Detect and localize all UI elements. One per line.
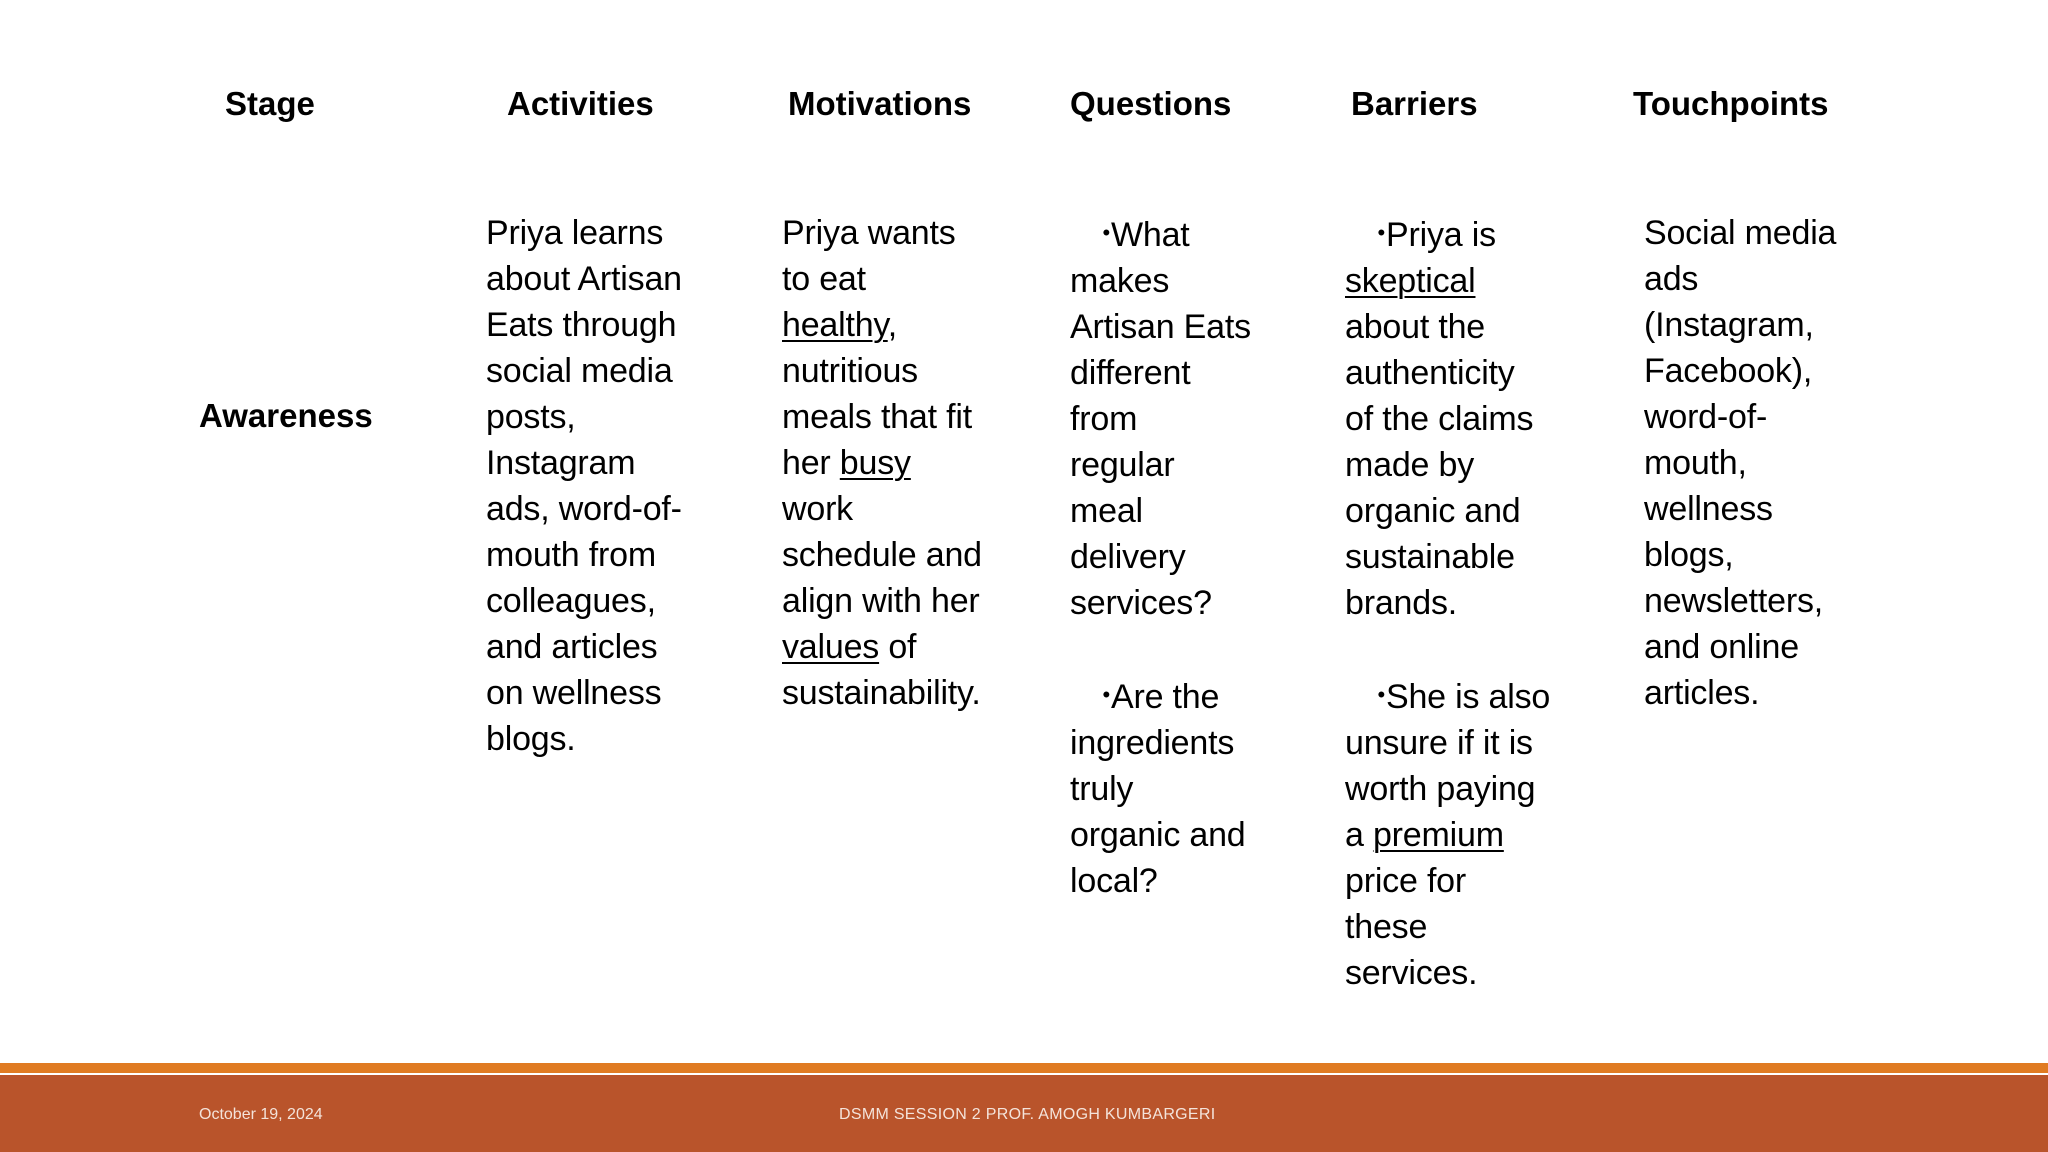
activities-line: about Artisan <box>486 260 682 298</box>
motivations-line: nutritious <box>782 352 918 390</box>
activities-line: Eats through <box>486 306 677 344</box>
footer-accent-line <box>0 1063 2048 1073</box>
touchpoints-line: wellness <box>1644 490 1773 528</box>
underlined-word-values: values <box>782 628 880 666</box>
bullet-icon: • <box>1377 220 1385 245</box>
activities-line: mouth from <box>486 536 656 574</box>
footer-title: DSMM SESSION 2 PROF. AMOGH KUMBARGERI <box>839 1106 1216 1123</box>
header-activities: Activities <box>507 85 654 122</box>
cell-barriers <box>1345 210 1585 996</box>
motivations-line: meals that fit <box>782 398 972 436</box>
motivations-line: to eat <box>782 260 866 298</box>
underlined-word-healthy: healthy <box>782 306 888 344</box>
touchpoints-line: articles. <box>1644 674 1760 712</box>
motivations-line: Priya wants <box>782 214 956 252</box>
underlined-word-skeptical: skeptical <box>1345 262 1476 300</box>
activities-line: Priya learns <box>486 214 664 252</box>
underlined-word-busy: busy <box>839 444 911 482</box>
touchpoints-line: blogs, <box>1644 536 1734 574</box>
motivations-line: sustainability. <box>782 674 981 712</box>
bullet-icon: • <box>1377 682 1385 707</box>
touchpoints-line: Social media <box>1644 214 1837 252</box>
barrier-item: •She is also unsure if it is worth paying a premium price for these services. <box>1345 672 1585 996</box>
barrier-item: •Priya is skeptical about the authenticity of the claims made by organic and sustainable brands. <box>1345 210 1585 626</box>
bullet-icon: • <box>1102 682 1110 707</box>
header-motivations: Motivations <box>788 85 972 122</box>
activities-line: colleagues, <box>486 582 656 620</box>
touchpoints-line: newsletters, <box>1644 582 1824 620</box>
touchpoints-line: (Instagram, <box>1644 306 1814 344</box>
header-questions: Questions <box>1070 85 1232 122</box>
motivations-line: align with her <box>782 582 980 620</box>
header-stage: Stage <box>225 85 315 122</box>
activities-line: social media <box>486 352 673 390</box>
activities-line: ads, word-of- <box>486 490 682 528</box>
cell-questions <box>1070 210 1290 904</box>
cell-touchpoints <box>1644 210 1884 716</box>
touchpoints-line: mouth, <box>1644 444 1747 482</box>
cell-activities <box>486 210 726 762</box>
touchpoints-line: ads <box>1644 260 1699 298</box>
question-item: •What makes Artisan Eats different from regular meal delivery services? <box>1070 210 1290 626</box>
activities-line: posts, <box>486 398 576 436</box>
header-barriers: Barriers <box>1351 85 1478 122</box>
header-touchpoints: Touchpoints <box>1633 85 1829 122</box>
motivations-line: healthy, <box>782 306 897 344</box>
activities-line: Instagram <box>486 444 636 482</box>
motivations-line: values of <box>782 628 917 666</box>
touchpoints-line: word-of- <box>1644 398 1768 436</box>
touchpoints-line: Facebook), <box>1644 352 1813 390</box>
motivations-line: her busy <box>782 444 911 482</box>
activities-line: and articles <box>486 628 658 666</box>
motivations-line: schedule and <box>782 536 982 574</box>
activities-line: blogs. <box>486 720 576 758</box>
bullet-icon: • <box>1102 220 1110 245</box>
cell-motivations <box>782 210 1032 716</box>
motivations-line: work <box>782 490 853 528</box>
touchpoints-line: and online <box>1644 628 1799 666</box>
question-item: •Are the ingredients truly organic and local? <box>1070 672 1290 904</box>
activities-line: on wellness <box>486 674 662 712</box>
stage-awareness: Awareness <box>199 397 373 434</box>
underlined-word-premium: premium <box>1372 816 1504 854</box>
footer-date: October 19, 2024 <box>199 1106 323 1123</box>
